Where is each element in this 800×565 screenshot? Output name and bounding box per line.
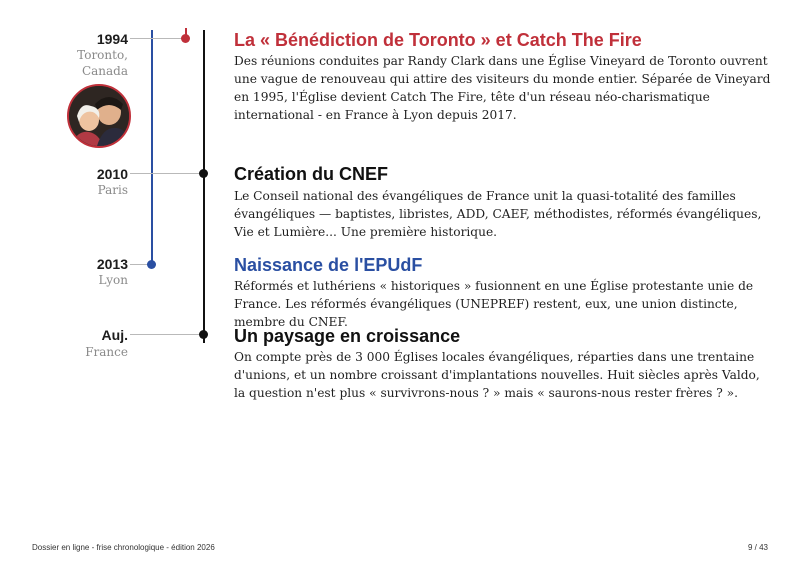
entry-body: Le Conseil national des évangéliques de France unit la quasi-totalité des familles évangéliques — baptistes, libristes, ADD, CAEF, méthodistes, réformés évangéliques, Vie et Lumière... Une première historique.	[234, 189, 762, 239]
connector-1994	[130, 38, 186, 39]
timeline-dot-2010	[199, 169, 208, 178]
year-label: 2010	[96, 166, 128, 182]
place-label: Toronto, Canada	[77, 48, 128, 78]
place-label: Paris	[97, 183, 128, 197]
year-label: 1994	[96, 31, 128, 47]
connector-2010	[130, 173, 204, 174]
portrait-image	[69, 86, 129, 146]
year-label: Auj.	[101, 327, 128, 343]
portrait-photo	[67, 84, 131, 148]
entry-title: Création du CNEF	[234, 164, 389, 184]
connector-today	[130, 334, 204, 335]
timeline-main-line	[203, 30, 205, 343]
entry-body: Réformés et luthériens « historiques » fusionnent en une Église protestante unie de France. Les réformés évangéliques (UNEPREF) restent, eux, une union distincte, membre du CNEF.	[234, 279, 754, 329]
timeline-dot-today	[199, 330, 208, 339]
place-label: France	[85, 345, 128, 359]
year-label: 2013	[96, 256, 128, 272]
entry-body: Des réunions conduites par Randy Clark dans une Église Vineyard de Toronto ouvrent une vague de renouveau qui attire des visiteurs du monde entier. Séparée de Vineyard en 1995, l'Église devient Catch The Fire, tête d'un réseau néo-charismatique international - en France à Lyon depuis 2017.	[234, 54, 771, 122]
timeline-dot-2013	[147, 260, 156, 269]
entry-title: La « Bénédiction de Toronto » et Catch The Fire	[234, 30, 642, 50]
entry-body: On compte près de 3 000 Églises locales évangéliques, réparties dans une trentaine d'unions, et un nombre croissant d'implantations nouvelles. Huit siècles après Valdo, la question n'est plus « survivrons-nous ? » mais « saurons-nous rester frères ? ».	[234, 350, 760, 400]
place-label: Lyon	[98, 273, 128, 287]
footer-caption: Dossier en ligne - frise chronologique - édition 2026	[32, 543, 215, 552]
timeline-blue-line	[151, 30, 153, 264]
entry-title: Naissance de l'EPUdF	[234, 255, 423, 275]
page-number: 9 / 43	[747, 543, 768, 552]
entry-title: Un paysage en croissance	[234, 326, 461, 346]
timeline-stem-1994	[185, 28, 187, 36]
